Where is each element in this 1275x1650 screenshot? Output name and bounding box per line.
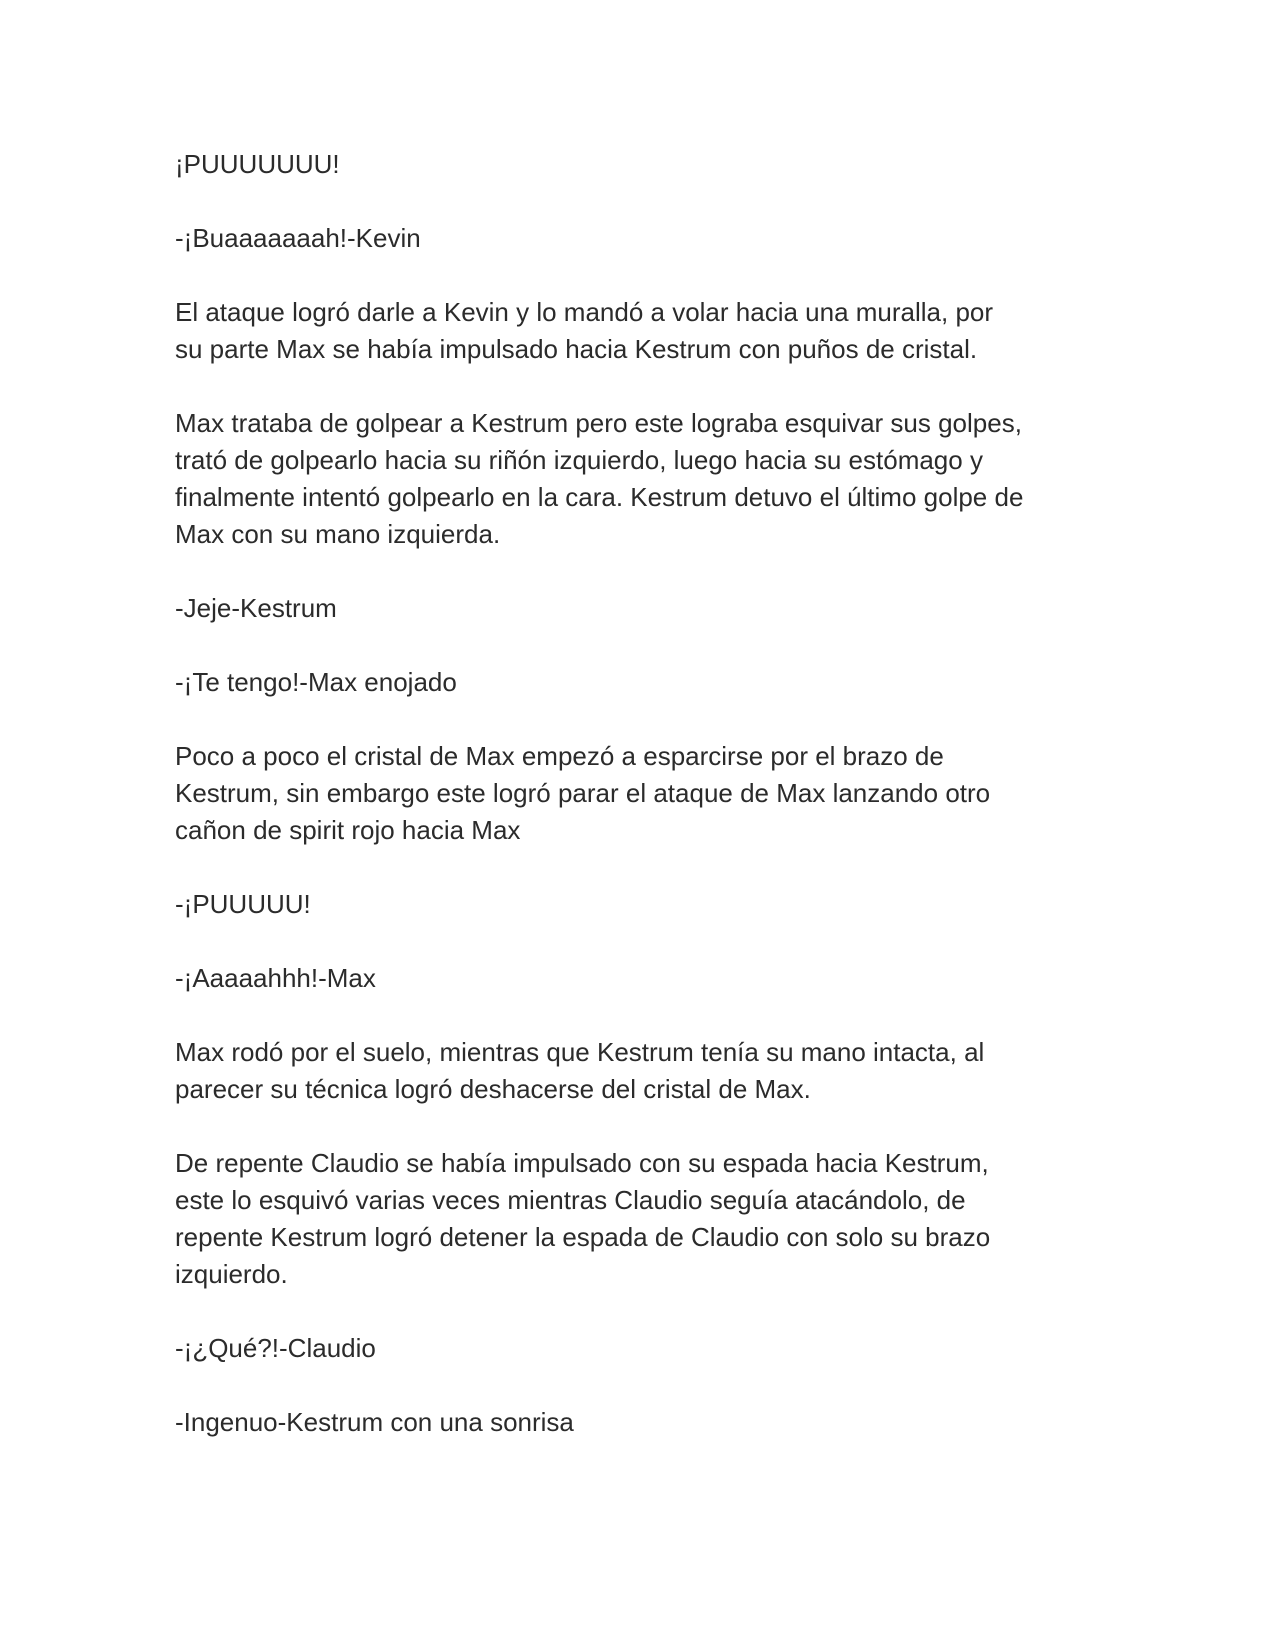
text-line: este lo esquivó varias veces mientras Claudio seguía atacándolo, de xyxy=(175,1185,966,1215)
text-line: -¡Te tengo!-Max enojado xyxy=(175,667,457,697)
text-line: izquierdo. xyxy=(175,1259,288,1289)
text-line: -¡Buaaaaaaah!-Kevin xyxy=(175,223,421,253)
text-line: El ataque logró darle a Kevin y lo mandó a volar hacia una muralla, por xyxy=(175,297,994,327)
text-line: Max trataba de golpear a Kestrum pero este lograba esquivar sus golpes, xyxy=(175,408,1022,438)
text-line: -¡Aaaaahhh!-Max xyxy=(175,963,376,993)
document-page xyxy=(175,146,1105,1478)
text-line: Kestrum, sin embargo este logró parar el ataque de Max lanzando otro xyxy=(175,778,991,808)
text-line: repente Kestrum logró detener la espada de Claudio con solo su brazo xyxy=(175,1222,991,1252)
paragraph-3 xyxy=(175,294,1105,368)
text-line: finalmente intentó golpearlo en la cara. Kestrum detuvo el último golpe de xyxy=(175,482,1024,512)
text-line: Poco a poco el cristal de Max empezó a esparcirse por el brazo de xyxy=(175,741,944,771)
text-line: parecer su técnica logró deshacerse del cristal de Max. xyxy=(175,1074,811,1104)
paragraph-1 xyxy=(175,146,1105,183)
text-line: su parte Max se había impulsado hacia Kestrum con puños de cristal. xyxy=(175,334,978,364)
paragraph-8 xyxy=(175,886,1105,923)
text-line: Max rodó por el suelo, mientras que Kestrum tenía su mano intacta, al xyxy=(175,1037,985,1067)
paragraph-9 xyxy=(175,960,1105,997)
paragraph-5 xyxy=(175,590,1105,627)
paragraph-10 xyxy=(175,1034,1105,1108)
text-line: -¡PUUUUU! xyxy=(175,889,311,919)
text-line: -Ingenuo-Kestrum con una sonrisa xyxy=(175,1407,574,1437)
text-line: trató de golpearlo hacia su riñón izquierdo, luego hacia su estómago y xyxy=(175,445,983,475)
paragraph-13 xyxy=(175,1404,1105,1441)
paragraph-12 xyxy=(175,1330,1105,1367)
text-line: ¡PUUUUUUU! xyxy=(175,149,340,179)
paragraph-2 xyxy=(175,220,1105,257)
paragraph-11 xyxy=(175,1145,1105,1293)
text-line: -¡¿Qué?!-Claudio xyxy=(175,1333,376,1363)
text-line: Max con su mano izquierda. xyxy=(175,519,501,549)
paragraph-6 xyxy=(175,664,1105,701)
text-line: De repente Claudio se había impulsado con su espada hacia Kestrum, xyxy=(175,1148,989,1178)
text-line: cañon de spirit rojo hacia Max xyxy=(175,815,521,845)
paragraph-4 xyxy=(175,405,1105,553)
text-line: -Jeje-Kestrum xyxy=(175,593,337,623)
paragraph-7 xyxy=(175,738,1105,849)
